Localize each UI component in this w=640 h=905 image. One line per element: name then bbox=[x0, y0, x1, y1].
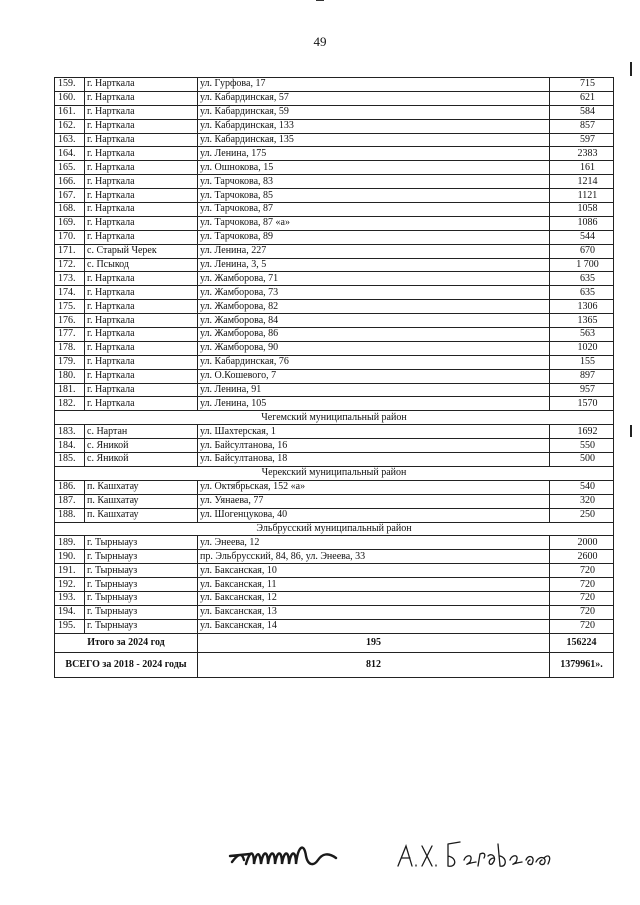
table-row bbox=[55, 119, 614, 133]
value-cell: 857 bbox=[550, 119, 614, 133]
address-cell: ул. Ошнокова, 15 bbox=[198, 161, 550, 175]
address-cell: ул. Ленина, 91 bbox=[198, 383, 550, 397]
table-row bbox=[55, 147, 614, 161]
address-cell: ул. Баксанская, 12 bbox=[198, 591, 550, 605]
address-cell: ул. Жамборова, 73 bbox=[198, 286, 550, 300]
section-title: Черекский муниципальный район bbox=[55, 466, 614, 480]
value-cell: 1 700 bbox=[550, 258, 614, 272]
value-cell: 1365 bbox=[550, 314, 614, 328]
address-cell: ул. Кабардинская, 57 bbox=[198, 91, 550, 105]
row-number: 165. bbox=[55, 161, 85, 175]
locality-cell: г. Нарткала bbox=[85, 300, 198, 314]
locality-cell: с. Старый Черек bbox=[85, 244, 198, 258]
value-cell: 155 bbox=[550, 355, 614, 369]
row-number: 178. bbox=[55, 341, 85, 355]
value-cell: 1306 bbox=[550, 300, 614, 314]
locality-cell: с. Псыкод bbox=[85, 258, 198, 272]
row-number: 185. bbox=[55, 453, 85, 467]
value-cell: 1692 bbox=[550, 425, 614, 439]
page-number: 49 bbox=[313, 34, 327, 49]
row-number: 163. bbox=[55, 133, 85, 147]
grand-total-row bbox=[55, 652, 614, 677]
address-cell: ул. Ленина, 227 bbox=[198, 244, 550, 258]
table-row bbox=[55, 300, 614, 314]
row-number: 176. bbox=[55, 314, 85, 328]
row-number: 167. bbox=[55, 189, 85, 203]
address-cell: ул. Баксанская, 13 bbox=[198, 605, 550, 619]
address-cell: ул. Кабардинская, 135 bbox=[198, 133, 550, 147]
locality-cell: г. Нарткала bbox=[85, 203, 198, 217]
row-number: 181. bbox=[55, 383, 85, 397]
table-row bbox=[55, 258, 614, 272]
address-cell: ул. Тарчокова, 87 bbox=[198, 203, 550, 217]
table-row bbox=[55, 105, 614, 119]
locality-cell: г. Тырныауз bbox=[85, 591, 198, 605]
table-row bbox=[55, 397, 614, 411]
value-cell: 500 bbox=[550, 453, 614, 467]
value-cell: 720 bbox=[550, 578, 614, 592]
row-number: 191. bbox=[55, 564, 85, 578]
value-cell: 320 bbox=[550, 494, 614, 508]
total-2024-count: 195 bbox=[198, 633, 550, 652]
locality-cell: г. Нарткала bbox=[85, 175, 198, 189]
value-cell: 1020 bbox=[550, 341, 614, 355]
address-cell: ул. Байсултанова, 16 bbox=[198, 439, 550, 453]
address-cell: ул. Тарчокова, 85 bbox=[198, 189, 550, 203]
row-number: 162. bbox=[55, 119, 85, 133]
row-number: 182. bbox=[55, 397, 85, 411]
address-cell: ул. Октябрьская, 152 «а» bbox=[198, 480, 550, 494]
value-cell: 161 bbox=[550, 161, 614, 175]
value-cell: 544 bbox=[550, 230, 614, 244]
value-cell: 550 bbox=[550, 439, 614, 453]
locality-cell: г. Нарткала bbox=[85, 147, 198, 161]
value-cell: 2600 bbox=[550, 550, 614, 564]
row-number: 192. bbox=[55, 578, 85, 592]
value-cell: 1121 bbox=[550, 189, 614, 203]
total-2024-sum: 156224 bbox=[550, 633, 614, 652]
locality-cell: г. Нарткала bbox=[85, 369, 198, 383]
table-row bbox=[55, 133, 614, 147]
address-cell: ул. Тарчокова, 89 bbox=[198, 230, 550, 244]
address-cell: ул. Жамборова, 71 bbox=[198, 272, 550, 286]
table-row bbox=[55, 286, 614, 300]
locality-cell: г. Нарткала bbox=[85, 189, 198, 203]
address-cell: ул. Кабардинская, 133 bbox=[198, 119, 550, 133]
row-number: 179. bbox=[55, 355, 85, 369]
table-row bbox=[55, 550, 614, 564]
handwritten-signature bbox=[228, 836, 358, 876]
locality-cell: г. Нарткала bbox=[85, 91, 198, 105]
locality-cell: г. Нарткала bbox=[85, 355, 198, 369]
row-number: 164. bbox=[55, 147, 85, 161]
row-number: 195. bbox=[55, 619, 85, 633]
total-2024-label: Итого за 2024 год bbox=[55, 633, 198, 652]
table-row bbox=[55, 203, 614, 217]
locality-cell: г. Нарткала bbox=[85, 272, 198, 286]
locality-cell: г. Тырныауз bbox=[85, 578, 198, 592]
address-cell: ул. Энеева, 12 bbox=[198, 536, 550, 550]
locality-cell: г. Нарткала bbox=[85, 161, 198, 175]
locality-cell: п. Кашхатау bbox=[85, 508, 198, 522]
value-cell: 584 bbox=[550, 105, 614, 119]
row-number: 170. bbox=[55, 230, 85, 244]
section-title: Чегемский муниципальный район bbox=[55, 411, 614, 425]
value-cell: 635 bbox=[550, 272, 614, 286]
value-cell: 2383 bbox=[550, 147, 614, 161]
table-row bbox=[55, 355, 614, 369]
table-row bbox=[55, 272, 614, 286]
row-number: 184. bbox=[55, 439, 85, 453]
locality-cell: г. Нарткала bbox=[85, 286, 198, 300]
value-cell: 563 bbox=[550, 328, 614, 342]
table-row bbox=[55, 383, 614, 397]
address-cell: ул. Баксанская, 14 bbox=[198, 619, 550, 633]
row-number: 180. bbox=[55, 369, 85, 383]
row-number: 166. bbox=[55, 175, 85, 189]
value-cell: 670 bbox=[550, 244, 614, 258]
section-title: Эльбрусский муниципальный район bbox=[55, 522, 614, 536]
value-cell: 1086 bbox=[550, 216, 614, 230]
address-cell: ул. Гурфова, 17 bbox=[198, 78, 550, 92]
section-header-row bbox=[55, 411, 614, 425]
margin-mark bbox=[630, 425, 632, 437]
locality-cell: г. Тырныауз bbox=[85, 550, 198, 564]
row-number: 193. bbox=[55, 591, 85, 605]
total-2024-row bbox=[55, 633, 614, 652]
address-cell: ул. Ленина, 175 bbox=[198, 147, 550, 161]
value-cell: 597 bbox=[550, 133, 614, 147]
row-number: 171. bbox=[55, 244, 85, 258]
registry-body bbox=[55, 78, 614, 634]
value-cell: 635 bbox=[550, 286, 614, 300]
row-number: 161. bbox=[55, 105, 85, 119]
value-cell: 720 bbox=[550, 564, 614, 578]
table-row bbox=[55, 578, 614, 592]
address-cell: ул. Шахтерская, 1 bbox=[198, 425, 550, 439]
address-cell: ул. Ленина, 105 bbox=[198, 397, 550, 411]
address-cell: ул. Тарчокова, 83 bbox=[198, 175, 550, 189]
value-cell: 897 bbox=[550, 369, 614, 383]
row-number: 174. bbox=[55, 286, 85, 300]
locality-cell: г. Тырныауз bbox=[85, 619, 198, 633]
locality-cell: г. Нарткала bbox=[85, 328, 198, 342]
locality-cell: с. Яникой bbox=[85, 439, 198, 453]
row-number: 183. bbox=[55, 425, 85, 439]
locality-cell: г. Нарткала bbox=[85, 216, 198, 230]
section-header-row bbox=[55, 466, 614, 480]
address-cell: ул. Баксанская, 10 bbox=[198, 564, 550, 578]
address-cell: ул. Кабардинская, 76 bbox=[198, 355, 550, 369]
table-row bbox=[55, 341, 614, 355]
table-row bbox=[55, 369, 614, 383]
value-cell: 621 bbox=[550, 91, 614, 105]
table-row bbox=[55, 161, 614, 175]
locality-cell: г. Нарткала bbox=[85, 119, 198, 133]
grand-total-count: 812 bbox=[198, 652, 550, 677]
row-number: 177. bbox=[55, 328, 85, 342]
address-cell: ул. Байсултанова, 18 bbox=[198, 453, 550, 467]
table-row bbox=[55, 328, 614, 342]
value-cell: 715 bbox=[550, 78, 614, 92]
value-cell: 720 bbox=[550, 591, 614, 605]
value-cell: 720 bbox=[550, 619, 614, 633]
address-cell: ул. Уянаева, 77 bbox=[198, 494, 550, 508]
locality-cell: г. Нарткала bbox=[85, 133, 198, 147]
margin-mark bbox=[630, 62, 632, 76]
table-row bbox=[55, 78, 614, 92]
table-row bbox=[55, 508, 614, 522]
grand-total-sum: 1379961». bbox=[550, 652, 614, 677]
locality-cell: г. Нарткала bbox=[85, 397, 198, 411]
value-cell: 1570 bbox=[550, 397, 614, 411]
value-cell: 250 bbox=[550, 508, 614, 522]
row-number: 168. bbox=[55, 203, 85, 217]
address-cell: ул. Жамборова, 90 bbox=[198, 341, 550, 355]
value-cell: 1214 bbox=[550, 175, 614, 189]
address-cell: ул. Баксанская, 11 bbox=[198, 578, 550, 592]
table-row bbox=[55, 605, 614, 619]
row-number: 190. bbox=[55, 550, 85, 564]
top-mark bbox=[316, 0, 324, 4]
row-number: 175. bbox=[55, 300, 85, 314]
locality-cell: г. Нарткала bbox=[85, 78, 198, 92]
table-row bbox=[55, 480, 614, 494]
address-cell: ул. Ленина, 3, 5 bbox=[198, 258, 550, 272]
value-cell: 720 bbox=[550, 605, 614, 619]
locality-cell: г. Нарткала bbox=[85, 314, 198, 328]
address-cell: ул. Жамборова, 86 bbox=[198, 328, 550, 342]
row-number: 187. bbox=[55, 494, 85, 508]
grand-total-label: ВСЕГО за 2018 - 2024 годы bbox=[55, 652, 198, 677]
value-cell: 540 bbox=[550, 480, 614, 494]
address-cell: пр. Эльбрусский, 84, 86, ул. Энеева, 33 bbox=[198, 550, 550, 564]
row-number: 160. bbox=[55, 91, 85, 105]
locality-cell: п. Кашхатау bbox=[85, 494, 198, 508]
row-number: 169. bbox=[55, 216, 85, 230]
row-number: 186. bbox=[55, 480, 85, 494]
locality-cell: г. Нарткала bbox=[85, 383, 198, 397]
value-cell: 1058 bbox=[550, 203, 614, 217]
locality-cell: г. Тырныауз bbox=[85, 536, 198, 550]
value-cell: 957 bbox=[550, 383, 614, 397]
registry-table bbox=[54, 77, 614, 678]
locality-cell: с. Яникой bbox=[85, 453, 198, 467]
table-row bbox=[55, 91, 614, 105]
table-row bbox=[55, 189, 614, 203]
address-cell: ул. Кабардинская, 59 bbox=[198, 105, 550, 119]
table-row bbox=[55, 425, 614, 439]
locality-cell: с. Нартан bbox=[85, 425, 198, 439]
table-row bbox=[55, 536, 614, 550]
address-cell: ул. Шогенцукова, 40 bbox=[198, 508, 550, 522]
value-cell: 2000 bbox=[550, 536, 614, 550]
row-number: 189. bbox=[55, 536, 85, 550]
locality-cell: г. Нарткала bbox=[85, 105, 198, 119]
address-cell: ул. Жамборова, 84 bbox=[198, 314, 550, 328]
row-number: 172. bbox=[55, 258, 85, 272]
table-row bbox=[55, 244, 614, 258]
locality-cell: г. Нарткала bbox=[85, 230, 198, 244]
row-number: 188. bbox=[55, 508, 85, 522]
table-row bbox=[55, 494, 614, 508]
handwritten-name bbox=[394, 836, 554, 876]
address-cell: ул. О.Кошевого, 7 bbox=[198, 369, 550, 383]
section-header-row bbox=[55, 522, 614, 536]
table-row bbox=[55, 619, 614, 633]
table-row bbox=[55, 564, 614, 578]
table-row bbox=[55, 314, 614, 328]
table-row bbox=[55, 230, 614, 244]
table-row bbox=[55, 216, 614, 230]
locality-cell: п. Кашхатау bbox=[85, 480, 198, 494]
locality-cell: г. Тырныауз bbox=[85, 605, 198, 619]
row-number: 173. bbox=[55, 272, 85, 286]
address-cell: ул. Тарчокова, 87 «а» bbox=[198, 216, 550, 230]
address-cell: ул. Жамборова, 82 bbox=[198, 300, 550, 314]
table-row bbox=[55, 175, 614, 189]
row-number: 194. bbox=[55, 605, 85, 619]
locality-cell: г. Тырныауз bbox=[85, 564, 198, 578]
table-row bbox=[55, 453, 614, 467]
locality-cell: г. Нарткала bbox=[85, 341, 198, 355]
table-row bbox=[55, 591, 614, 605]
table-row bbox=[55, 439, 614, 453]
row-number: 159. bbox=[55, 78, 85, 92]
